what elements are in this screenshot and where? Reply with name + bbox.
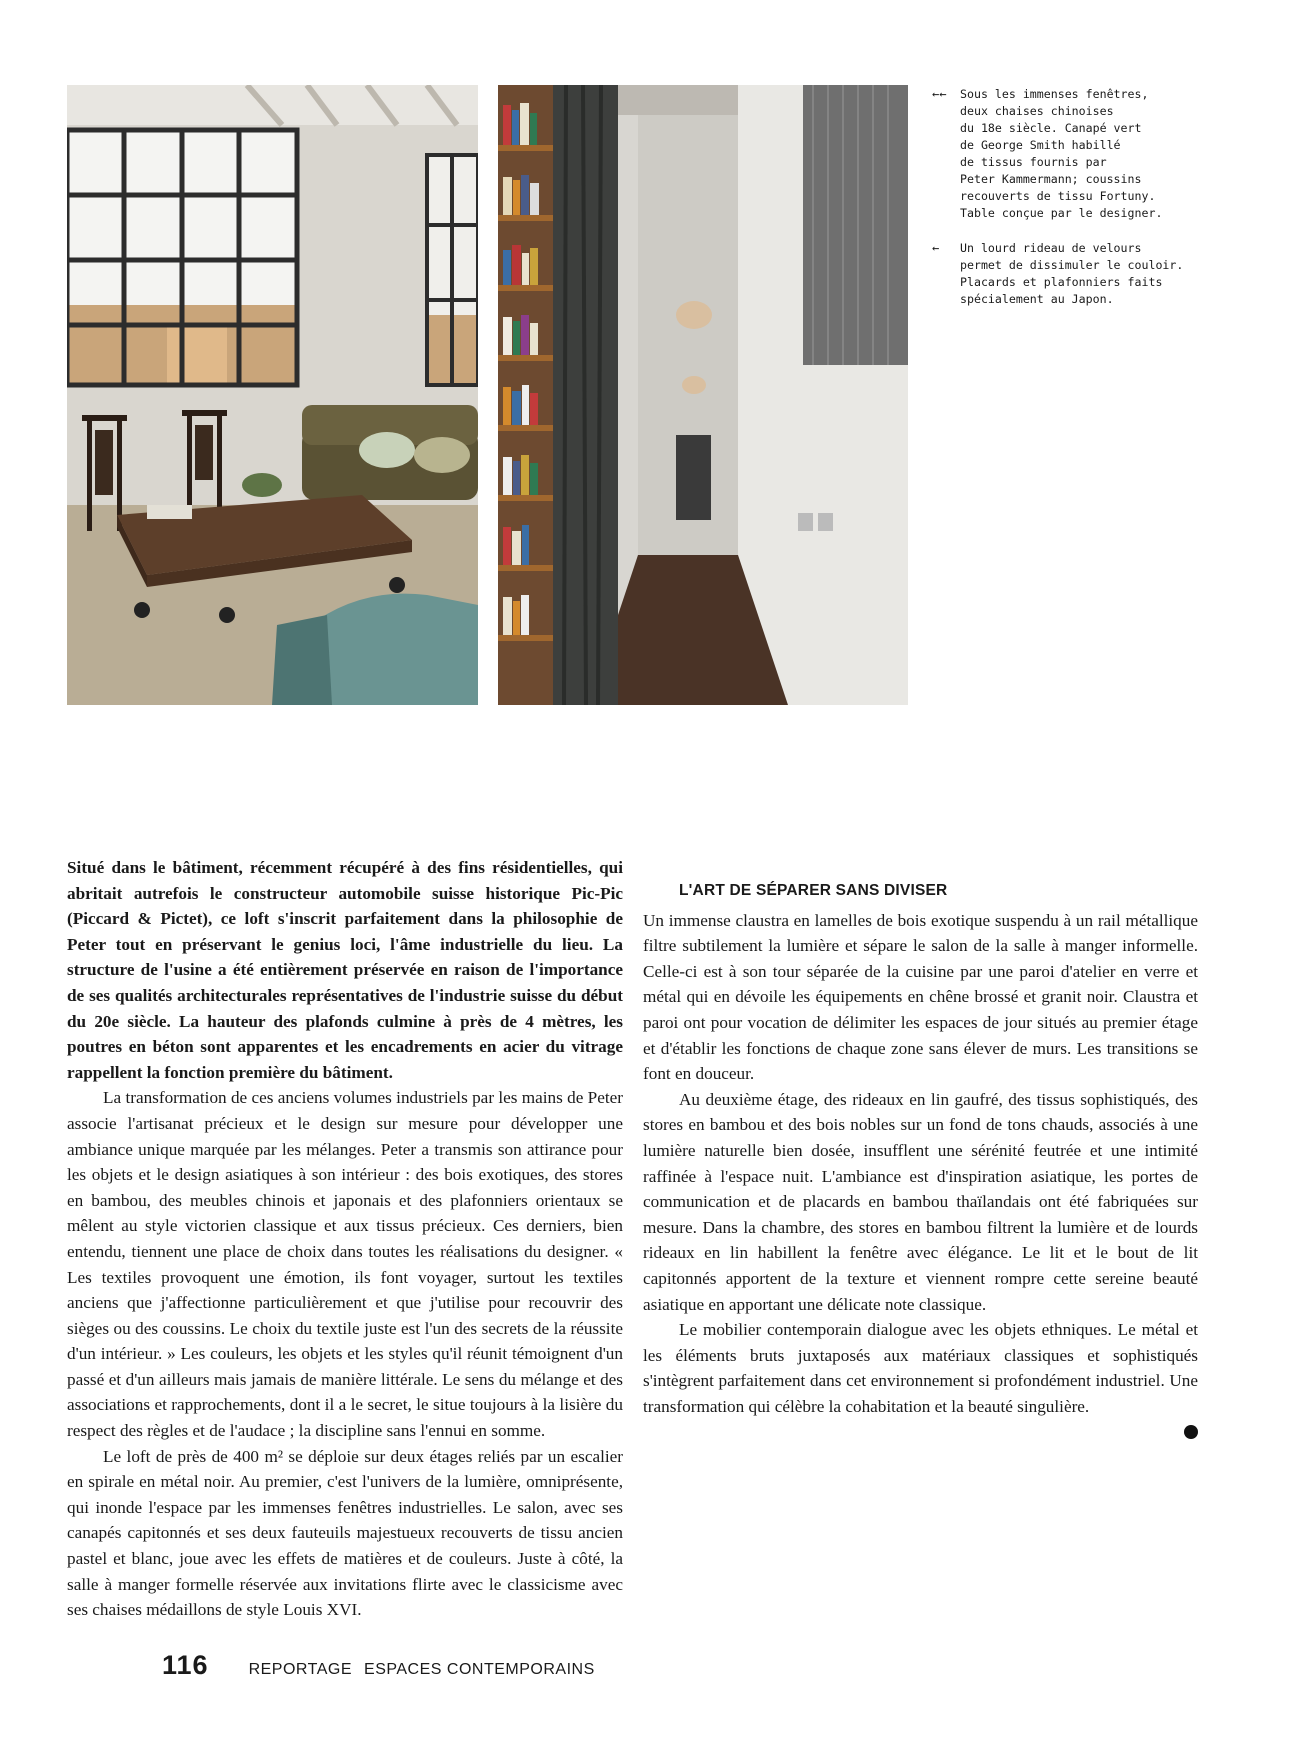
article-paragraph: La transformation de ces anciens volumes industriels par les mains de Peter associe l'artisanat précieux et le design sur mesure pour développer une ambiance unique marquée par les mélanges. Peter a transmis son attirance pour les objets et le design asiatiques à son intérieur : des bois exotiques, des stores en bambou, des meubles chinois et japonais et des plafonniers orientaux se mêlent au style victorien classique et aux tissus précieux. Ces derniers, bien entendu, tiennent une place de choix dans toutes les réalisations du designer. « Les textiles provoquent une émotion, ils font voyager, surtout les textiles anciens que j'affectionne particulièrement et que j'utilise pour recouvrir des sièges ou des coussins. Le choix du textile juste est l'un des secrets de la réussite d'un intérieur. » Les couleurs, les objets et les styles qu'il réunit témoignent d'un passé et d'un ailleurs mais jamais de manière littérale. Le sens du mélange et des associations et rapprochements, dont il a le secret, le situe toujours à la lisière du respect des règles et de l'audace ; la discipline sans l'ennui en somme. [67, 1088, 623, 1441]
hallway-photo [498, 85, 908, 705]
article-column-left [67, 855, 623, 1623]
caption-hallway [932, 240, 1232, 308]
article-paragraph: Le loft de près de 400 m² se déploie sur deux étages reliés par un escalier en spirale en métal noir. Au premier, c'est l'univers de la lumière, omniprésente, qui inonde l'espace par les immenses fenêtres industrielles. Le salon, avec ses canapés capitonnés et ses deux fauteuils majestueux recouverts de tissu ancien pastel et blanc, joue avec les effets de matières et de couleurs. Juste à côté, la salle à manger formelle réservée aux invitations flirte avec le classicisme avec ses chaises médaillons de style Louis XVI. [67, 1446, 623, 1620]
double-arrow-left-icon: ←← [932, 87, 947, 101]
caption-text: Sous les immenses fenêtres, deux chaises chinoises du 18e siècle. Canapé vert de George Smith habillé de tissus fournis par Peter Kammermann; coussins recouverts de tissu Fortuny. Table conçue par le designer. [960, 87, 1163, 220]
caption-living-room [932, 86, 1232, 222]
article-lead: Situé dans le bâtiment, récemment récupéré à des fins résidentielles, qui abritait autrefois le constructeur automobile suisse historique Pic-Pic (Piccard & Pictet), ce loft s'inscrit parfaitement dans la philosophie de Peter tout en préservant le genius loci, l'âme industrielle du lieu. La structure de l'usine a été entièrement préservée en raison de l'importance de ses qualités architecturales représentatives de l'industrie suisse du début du 20e siècle. La hauteur des plafonds culmine à près de 4 mètres, les poutres en béton sont apparentes et les encadrements en acier du vitrage rappellent la fonction première du bâtiment. [67, 858, 623, 1082]
section-heading: L'ART DE SÉPARER SANS DIVISER [679, 882, 948, 899]
living-room-photo [67, 85, 478, 705]
article-column-right [643, 855, 1198, 1439]
article-paragraph: Au deuxième étage, des rideaux en lin gaufré, des tissus sophistiqués, des stores en bambou et des bois nobles sur un fond de tons chauds, associés à une lumière naturelle bien dosée, insufflent une sérénité feutrée et une intimité raffinée à l'espace nuit. L'ambiance est d'inspiration asiatique, les portes de communication et de placards en bambou thaïlandais ont été fabriquées sur mesure. Dans la chambre, des stores en bambou filtrent la lumière et de lourds rideaux en lin habillent la fenêtre avec élégance. Le lit et le bout de lit capitonnés apportent de la texture et viennent rompre cette sereine beauté asiatique en apportant une délicate note classique. [643, 1089, 1198, 1314]
section-label: REPORTAGE [248, 1661, 353, 1678]
caption-text: Un lourd rideau de velours permet de dissimuler le couloir. Placards et plafonniers faits spécialement au Japon. [960, 241, 1184, 306]
article-paragraph: Un immense claustra en lamelles de bois exotique suspendu à un rail métallique filtre subtilement la lumière et sépare le salon de la salle à manger informelle. Celle-ci est à son tour séparée de la cuisine par une paroi d'atelier en verre et métal qui en dévoile les équipements en chêne brossé et granit noir. Claustra et paroi ont pour vocation de délimiter les espaces de jour situés au premier étage et d'établir les fonctions de chaque zone sans élever de murs. Les transitions se font en douceur. [643, 910, 1198, 1084]
subsection-label: ESPACES CONTEMPORAINS [364, 1661, 595, 1678]
photo-captions [932, 86, 1232, 326]
end-of-article-dot-icon [1184, 1425, 1198, 1439]
arrow-left-icon: ← [932, 241, 940, 255]
page-number: 116 [162, 1650, 209, 1680]
article-paragraph: Le mobilier contemporain dialogue avec les objets ethniques. Le métal et les éléments bruts juxtaposés aux matériaux classiques et sophistiqués s'intègrent parfaitement dans cet environnement si profondément industriel. Une transformation qui célèbre la cohabitation et la beauté singulière. [643, 1320, 1198, 1416]
page-footer [162, 1650, 595, 1681]
